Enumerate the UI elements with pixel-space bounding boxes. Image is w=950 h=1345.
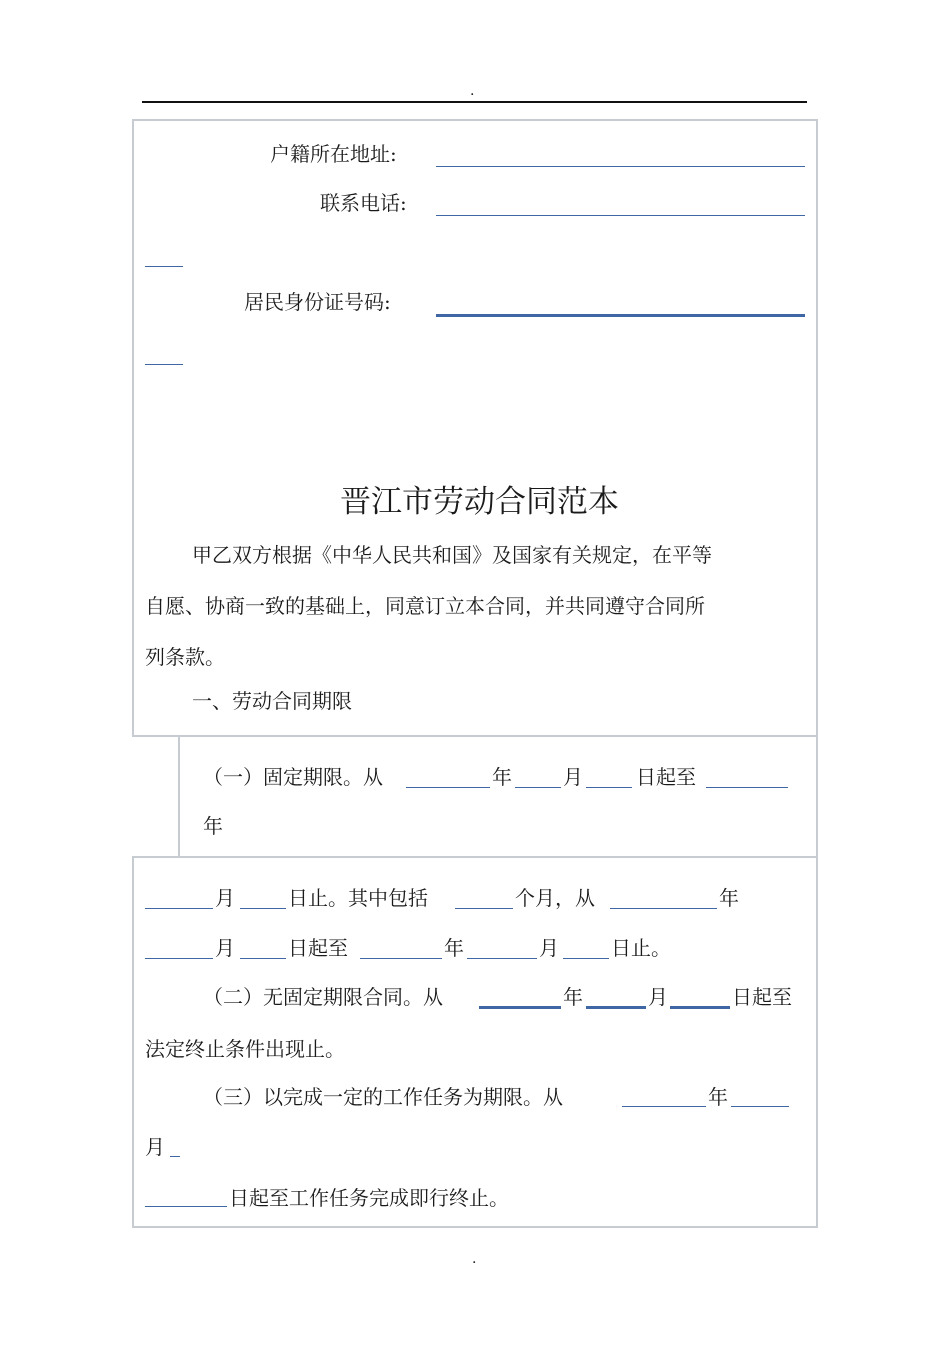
address-input-line[interactable]: [436, 166, 805, 167]
probation-start-day-blank[interactable]: [240, 958, 286, 959]
form-box-upper: [132, 119, 818, 737]
open-year-text: 年: [563, 985, 583, 1009]
probation-day-to-text: 日起至: [288, 936, 348, 960]
probation-end-day-blank[interactable]: [563, 958, 609, 959]
probation-end-month-blank[interactable]: [467, 958, 537, 959]
fixed-end-month-blank[interactable]: [145, 908, 213, 909]
fixed-start-month-blank[interactable]: [515, 787, 561, 788]
fixed-end-year-text: 年: [203, 814, 223, 838]
fixed-end-year-blank[interactable]: [706, 787, 788, 788]
phone-input-line[interactable]: [436, 215, 805, 216]
probation-month-text: 月: [215, 936, 235, 960]
fixed-end-day-blank[interactable]: [240, 908, 286, 909]
intro-line-2: 自愿、协商一致的基础上，同意订立本合同，并共同遵守合同所: [145, 594, 705, 618]
phone-input-line-tail[interactable]: [145, 266, 183, 267]
probation-year-text: 年: [719, 886, 739, 910]
header-rule: [142, 101, 807, 103]
form-box-fixed-term: [178, 735, 818, 858]
intro-line-3: 列条款。: [145, 645, 225, 669]
task-year-text: 年: [708, 1085, 728, 1109]
id-label: 居民身份证号码:: [244, 290, 391, 314]
open-ended-label: （二）无固定期限合同。从: [203, 985, 443, 1009]
open-ended-line-2: 法定终止条件出现止。: [145, 1037, 345, 1061]
document-title: 晋江市劳动合同范本: [340, 484, 619, 520]
fixed-start-day-blank[interactable]: [586, 787, 632, 788]
id-input-line-tail[interactable]: [145, 364, 183, 365]
probation-months-blank[interactable]: [455, 908, 513, 909]
probation-stop-text: 日止。: [611, 936, 671, 960]
task-month-text: 月: [145, 1135, 165, 1159]
fixed-year-text: 年: [492, 765, 512, 789]
task-line-3: 日起至工作任务完成即行终止。: [229, 1186, 509, 1210]
address-label: 户籍所在地址:: [270, 142, 397, 166]
phone-label: 联系电话:: [320, 191, 407, 215]
probation-start-month-blank[interactable]: [145, 958, 213, 959]
footer-dot: .: [472, 1251, 477, 1267]
fixed-day-from-to-text: 日起至: [636, 765, 696, 789]
probation-end-year-text: 年: [444, 936, 464, 960]
fixed-stop-include-text: 日止。其中包括: [288, 886, 428, 910]
open-day-to-text: 日起至: [732, 985, 792, 1009]
task-start-year-blank[interactable]: [622, 1106, 706, 1107]
task-start-month-blank[interactable]: [731, 1106, 789, 1107]
intro-line-1: 甲乙双方根据《中华人民共和国》及国家有关规定，在平等: [192, 543, 712, 567]
fixed-month-text: 月: [563, 765, 583, 789]
task-start-day-blank[interactable]: [145, 1206, 227, 1207]
id-input-line[interactable]: [436, 314, 805, 317]
task-based-label: （三）以完成一定的工作任务为期限。从: [203, 1085, 563, 1109]
task-start-day-blank-short[interactable]: [170, 1156, 180, 1157]
fixed-term-label: （一）固定期限。从: [203, 765, 383, 789]
probation-end-year-blank[interactable]: [360, 958, 442, 959]
open-month-text: 月: [648, 985, 668, 1009]
probation-months-text: 个月，从: [515, 886, 595, 910]
open-start-year-blank[interactable]: [479, 1006, 561, 1009]
header-dot: .: [470, 83, 475, 99]
fixed-start-year-blank[interactable]: [406, 787, 490, 788]
open-start-month-blank[interactable]: [586, 1006, 646, 1009]
open-start-day-blank[interactable]: [670, 1006, 730, 1009]
section-heading-term: 一、劳动合同期限: [192, 689, 352, 713]
fixed-end-month-text: 月: [215, 886, 235, 910]
probation-start-year-blank[interactable]: [610, 908, 717, 909]
probation-end-month-text: 月: [539, 936, 559, 960]
